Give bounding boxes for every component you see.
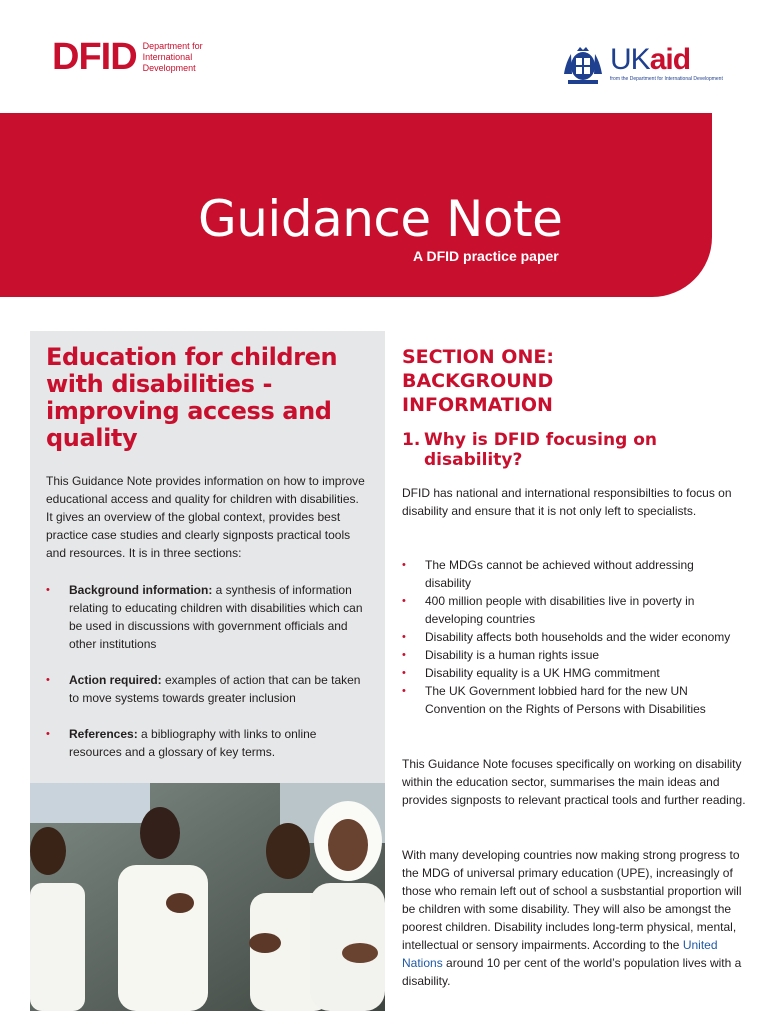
paragraph-text: With many developing countries now making strong progress to the MDG of universal primary education (UPE), increasingly of those who remain left out of school a susbstantial proportion will be children with some disability. They will also be amongst the poorest children. Disability includes long-term physical, mental, intellectual or sensory impairments. According to the — [402, 848, 742, 952]
dfid-sub-line: Department for — [142, 40, 203, 51]
list-item: • 400 million people with disabilities live in poverty in developing countries — [402, 592, 742, 628]
dfid-sub-line: Development — [142, 62, 196, 73]
dfid-sub-line: International — [142, 51, 193, 62]
list-item — [46, 581, 366, 653]
question-heading — [402, 430, 742, 470]
body-paragraph: DFID has national and international responsibilties to focus on disability and ensure that it is not only left to specialists. — [402, 486, 732, 518]
dfid-department-name — [143, 41, 203, 74]
paragraph-text: around 10 per cent of the world’s population lives with a disability. — [402, 956, 742, 988]
classroom-photo-image — [30, 783, 385, 1011]
question-line: Why is DFID focusing on — [424, 430, 657, 450]
section-heading — [402, 345, 554, 417]
classroom-photo — [30, 783, 385, 1011]
section-heading-line: INFORMATION — [402, 394, 553, 416]
dfid-wordmark: DFID — [52, 36, 137, 78]
list-item: • The UK Government lobbied hard for the new UN Convention on the Rights of Persons with Disabilities — [402, 682, 742, 718]
question-number: 1. — [402, 430, 421, 450]
list-item-text: examples of action that can be taken to move systems towards greater inclusion — [69, 673, 361, 705]
section-heading-line: SECTION ONE: — [402, 346, 554, 368]
banner-title: Guidance Note — [198, 190, 563, 248]
list-item-text: a synthesis of information relating to educating children with disabilities which can be used in discussions with government officials and other institutions — [69, 583, 363, 651]
body-paragraph: This Guidance Note focuses specifically on working on disability within the education sector, summarises the main ideas and provides signposts to relevant practical tools and further reading. — [402, 757, 746, 807]
united-nations-link[interactable]: United Nations — [402, 938, 718, 970]
list-item — [46, 671, 366, 707]
ukaid-word — [610, 44, 723, 76]
list-item: • Disability equality is a UK HMG commitment — [402, 664, 742, 682]
list-item-text: a bibliography with links to online resources and a glossary of key terms. — [69, 727, 317, 759]
list-item — [46, 725, 366, 761]
section-summary-list — [46, 581, 366, 779]
list-item-label: References: — [69, 727, 138, 741]
list-item: • Disability affects both households and the wider economy — [402, 628, 742, 646]
intro-paragraph: This Guidance Note provides information on how to improve educational access and quality for children with disabilities. It gives an overview of the global context, provides best practice case studies and clearly signposts practical tools and resources. It is in three sections: — [46, 474, 365, 560]
ukaid-wordmark — [610, 44, 723, 82]
reasons-list — [402, 556, 742, 718]
body-paragraph — [402, 846, 747, 990]
question-line: disability? — [424, 450, 523, 470]
section-heading-line: BACKGROUND — [402, 370, 554, 392]
ukaid-tagline: from the Department for International Development — [610, 76, 723, 82]
banner-subtitle: A DFID practice paper — [413, 248, 559, 264]
document-title: Education for children with disabilities - improving access and quality — [46, 343, 338, 452]
dfid-logo — [52, 38, 203, 76]
ukaid-logo — [560, 44, 723, 86]
list-item-label: Background information: — [69, 583, 213, 597]
royal-crest-icon — [560, 44, 606, 86]
ukaid-uk: UK — [610, 43, 650, 76]
list-item: • The MDGs cannot be achieved without addressing disability — [402, 556, 742, 592]
ukaid-aid: aid — [649, 43, 691, 76]
list-item: • Disability is a human rights issue — [402, 646, 742, 664]
list-item-label: Action required: — [69, 673, 162, 687]
